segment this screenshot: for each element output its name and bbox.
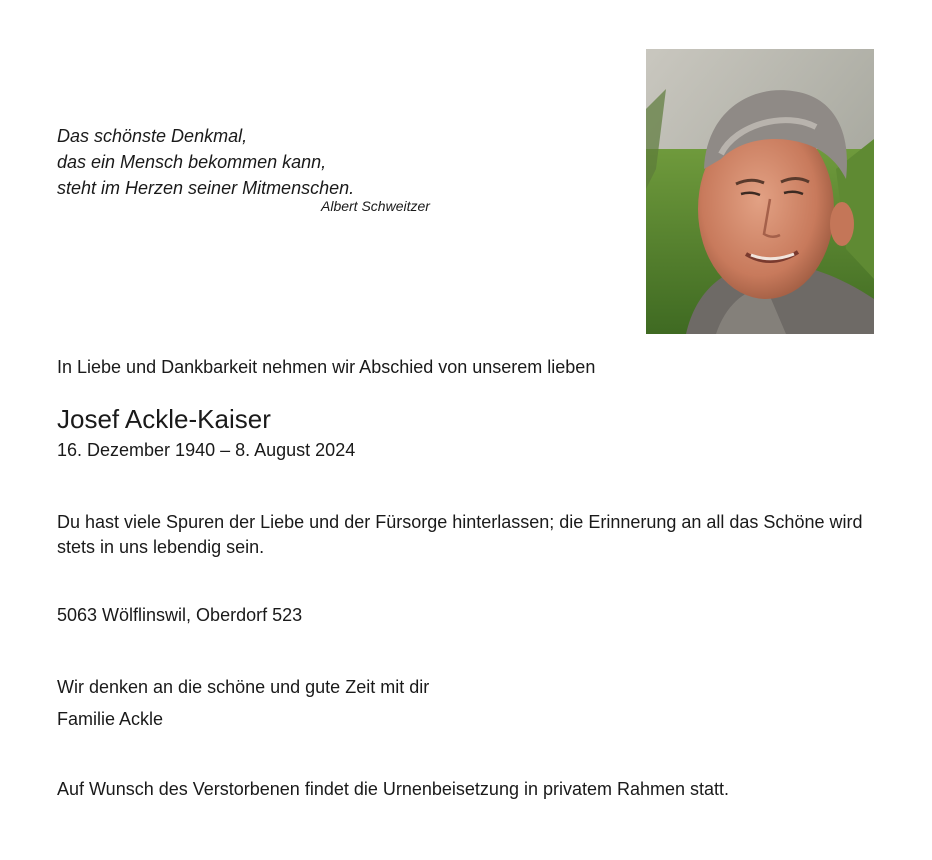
- funeral-notice: Auf Wunsch des Verstorbenen findet die Urnenbeisetzung in privatem Rahmen statt.: [57, 779, 730, 799]
- life-dates: 16. Dezember 1940 – 8. August 2024: [57, 440, 356, 460]
- memorial-quote: [57, 123, 477, 214]
- portrait-photo: [646, 49, 874, 334]
- quote-author: Albert Schweitzer: [321, 198, 430, 214]
- address: 5063 Wölflinswil, Oberdorf 523: [57, 605, 303, 625]
- quote-line-2: das ein Mensch bekommen kann,: [57, 152, 327, 172]
- deceased-name: Josef Ackle-Kaiser: [57, 404, 271, 434]
- quote-line-1: Das schönste Denkmal,: [57, 126, 248, 146]
- closing-thoughts: Wir denken an die schöne und gute Zeit mit dir: [57, 677, 430, 697]
- remembrance-message: Du hast viele Spuren der Liebe und der Fürsorge hinterlassen; die Erinnerung an all das Schöne wird stets in uns lebendig sein.: [57, 512, 863, 557]
- intro-text: In Liebe und Dankbarkeit nehmen wir Abschied von unserem lieben: [57, 357, 596, 377]
- quote-line-3: steht im Herzen seiner Mitmenschen.: [57, 178, 355, 198]
- family-signature: Familie Ackle: [57, 709, 164, 729]
